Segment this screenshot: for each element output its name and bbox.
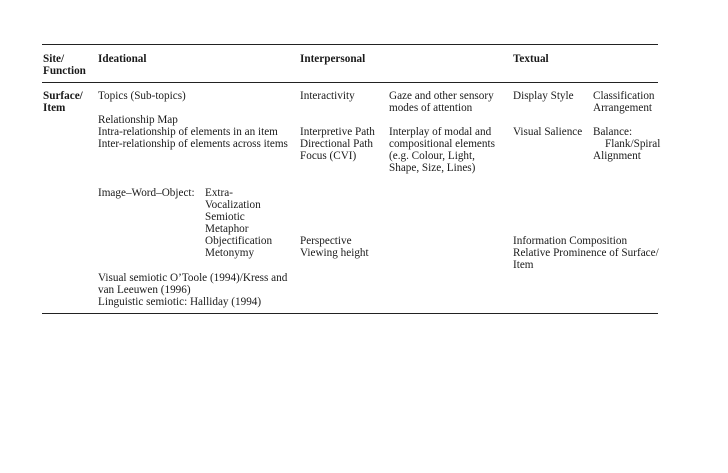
iwo-item: Metaphor bbox=[205, 223, 249, 235]
textual-display-style: Display Style bbox=[513, 90, 574, 102]
textual-arrangement: Arrangement bbox=[593, 102, 653, 114]
iwo-item: Metonymy bbox=[205, 247, 255, 259]
textual-relative-prominence-cont: Item bbox=[513, 259, 534, 271]
ideational-visual-semiotic-cont: van Leeuwen (1996) bbox=[98, 284, 191, 296]
header-interpersonal: Interpersonal bbox=[300, 53, 366, 65]
ideational-image-word-object: Image–Word–Object: bbox=[98, 187, 195, 199]
interpersonal-gaze-cont: modes of attention bbox=[389, 102, 473, 114]
interpersonal-gaze: Gaze and other sensory bbox=[389, 90, 494, 102]
header-site: Site/ bbox=[43, 53, 65, 65]
iwo-item: Objectification bbox=[205, 235, 273, 247]
interpersonal-interplay: compositional elements bbox=[389, 138, 495, 150]
iwo-item: Semiotic bbox=[205, 211, 245, 223]
textual-balance-item: Alignment bbox=[593, 150, 641, 162]
iwo-item: Vocalization bbox=[205, 199, 261, 211]
header-function: Function bbox=[43, 65, 86, 77]
ideational-visual-semiotic: Visual semiotic O’Toole (1994)/Kress and bbox=[98, 272, 288, 284]
textual-visual-salience: Visual Salience bbox=[513, 126, 583, 138]
textual-relative-prominence: Relative Prominence of Surface/ bbox=[513, 247, 659, 259]
interpersonal-path: Focus (CVI) bbox=[300, 150, 357, 162]
interpersonal-interactivity: Interactivity bbox=[300, 90, 355, 102]
interpersonal-viewing-height: Viewing height bbox=[300, 247, 369, 259]
textual-balance: Balance: bbox=[593, 126, 633, 138]
iwo-item: Extra- bbox=[205, 187, 233, 199]
ideational-topics: Topics (Sub-topics) bbox=[98, 90, 186, 102]
row-label-surface: Surface/ bbox=[43, 90, 83, 102]
ideational-intra: Intra-relationship of elements in an item bbox=[98, 126, 278, 138]
header-ideational: Ideational bbox=[98, 53, 147, 65]
table-bottom-rule bbox=[42, 313, 658, 314]
textual-balance-item: Flank/Spiral bbox=[605, 138, 661, 150]
ideational-inter: Inter-relationship of elements across items bbox=[98, 138, 288, 150]
table-header-rule bbox=[42, 82, 658, 83]
textual-information-composition: Information Composition bbox=[513, 235, 628, 247]
interpersonal-interplay: Interplay of modal and bbox=[389, 126, 492, 138]
interpersonal-interplay: Shape, Size, Lines) bbox=[389, 162, 476, 174]
header-textual: Textual bbox=[513, 53, 549, 65]
interpersonal-perspective: Perspective bbox=[300, 235, 352, 247]
ideational-linguistic-semiotic: Linguistic semiotic: Halliday (1994) bbox=[98, 296, 262, 308]
interpersonal-path: Directional Path bbox=[300, 138, 374, 150]
interpersonal-interplay: (e.g. Colour, Light, bbox=[389, 150, 475, 162]
textual-classification: Classification bbox=[593, 90, 655, 102]
table-top-rule bbox=[42, 44, 658, 45]
row-label-item: Item bbox=[43, 102, 66, 114]
ideational-relationship-map: Relationship Map bbox=[98, 114, 178, 126]
interpersonal-path: Interpretive Path bbox=[300, 126, 375, 138]
